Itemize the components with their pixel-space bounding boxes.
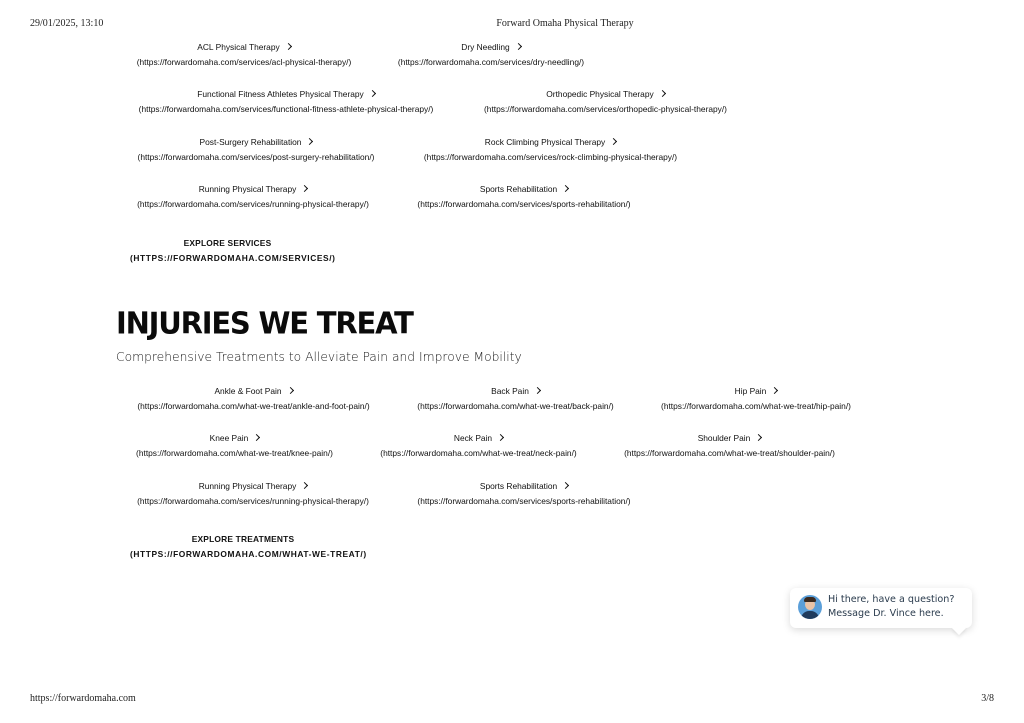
injury-label: Ankle & Foot Pain [214, 386, 282, 396]
injury-url[interactable]: (https://forwardomaha.com/services/sports-rehabilitation/) [417, 496, 631, 506]
service-label: Running Physical Therapy [198, 184, 297, 194]
cta-url[interactable]: (HTTPS://FORWARDOMAHA.COM/SERVICES/) [130, 253, 336, 263]
service-label: Sports Rehabilitation [479, 184, 558, 194]
chevron-right-icon [306, 138, 313, 145]
service-functional-fitness[interactable] [130, 87, 442, 117]
chat-message [828, 593, 954, 621]
injury-url[interactable]: (https://forwardomaha.com/what-we-treat/knee-pain/) [136, 448, 333, 458]
injury-url[interactable]: (https://forwardomaha.com/what-we-treat/neck-pain/) [380, 448, 577, 458]
service-url[interactable]: (https://forwardomaha.com/services/acl-physical-therapy/) [136, 57, 352, 67]
service-label: Orthopedic Physical Therapy [546, 89, 654, 99]
service-url[interactable]: (https://forwardomaha.com/services/post-surgery-rehabilitation/) [137, 152, 375, 162]
chevron-right-icon [253, 434, 260, 441]
service-url[interactable]: (https://forwardomaha.com/services/dry-needling/) [397, 57, 585, 67]
page-number: 3/8 [981, 693, 994, 704]
service-label: ACL Physical Therapy [197, 42, 280, 52]
chevron-right-icon [285, 43, 292, 50]
avatar [798, 595, 822, 619]
service-rock-climbing[interactable] [416, 135, 685, 165]
chat-line-2: Message Dr. Vince here. [828, 608, 944, 619]
print-date: 29/01/2025, 13:10 [30, 18, 104, 29]
injury-label: Sports Rehabilitation [479, 481, 558, 491]
chat-line-1: Hi there, have a question? [828, 594, 955, 605]
injury-url[interactable]: (https://forwardomaha.com/services/running-physical-therapy/) [137, 496, 369, 506]
service-label: Rock Climbing Physical Therapy [484, 137, 606, 147]
chevron-right-icon [610, 138, 617, 145]
chevron-right-icon [562, 482, 569, 489]
injury-label: Running Physical Therapy [198, 481, 297, 491]
chevron-right-icon [369, 90, 376, 97]
injury-label: Shoulder Pain [697, 433, 751, 443]
injury-ankle-foot[interactable] [130, 384, 377, 414]
injury-url[interactable]: (https://forwardomaha.com/what-we-treat/shoulder-pain/) [624, 448, 835, 458]
cta-url[interactable]: (HTTPS://FORWARDOMAHA.COM/WHAT-WE-TREAT/) [130, 549, 367, 559]
injury-sports-rehab[interactable] [410, 479, 638, 509]
chevron-right-icon [755, 434, 762, 441]
chevron-right-icon [515, 43, 522, 50]
service-url[interactable]: (https://forwardomaha.com/services/functional-fitness-athlete-physical-therapy/) [138, 104, 434, 114]
service-running[interactable] [130, 182, 376, 212]
chevron-right-icon [534, 387, 541, 394]
chevron-right-icon [286, 387, 293, 394]
service-label: Dry Needling [461, 42, 510, 52]
service-dry-needling[interactable] [392, 40, 590, 70]
injury-shoulder[interactable] [618, 431, 841, 461]
section-heading: INJURIES WE TREAT [116, 305, 413, 341]
injury-url[interactable]: (https://forwardomaha.com/what-we-treat/back-pain/) [417, 401, 614, 411]
injury-label: Neck Pain [453, 433, 493, 443]
cta-label: EXPLORE SERVICES [183, 238, 272, 248]
service-url[interactable]: (https://forwardomaha.com/services/running-physical-therapy/) [137, 199, 369, 209]
document-title: Forward Omaha Physical Therapy [496, 18, 634, 29]
explore-treatments-link[interactable] [130, 532, 367, 562]
injury-label: Knee Pain [209, 433, 249, 443]
injury-url[interactable]: (https://forwardomaha.com/what-we-treat/hip-pain/) [661, 401, 851, 411]
footer-url: https://forwardomaha.com [30, 693, 136, 704]
cta-label: EXPLORE TREATMENTS [191, 534, 295, 544]
service-post-surgery[interactable] [130, 135, 382, 165]
injury-back[interactable] [411, 384, 620, 414]
service-url[interactable]: (https://forwardomaha.com/services/rock-climbing-physical-therapy/) [423, 152, 678, 162]
chevron-right-icon [497, 434, 504, 441]
section-subheading: Comprehensive Treatments to Alleviate Pain and Improve Mobility [116, 350, 522, 364]
injury-url[interactable]: (https://forwardomaha.com/what-we-treat/ankle-and-foot-pain/) [137, 401, 370, 411]
chat-bubble-tail [952, 621, 966, 635]
service-url[interactable]: (https://forwardomaha.com/services/sports-rehabilitation/) [417, 199, 631, 209]
explore-services-link[interactable] [130, 236, 336, 266]
service-url[interactable]: (https://forwardomaha.com/services/orthopedic-physical-therapy/) [484, 104, 727, 114]
service-acl[interactable] [130, 40, 358, 70]
injury-hip[interactable] [655, 384, 857, 414]
service-label: Functional Fitness Athletes Physical Therapy [197, 89, 364, 99]
chevron-right-icon [771, 387, 778, 394]
injury-neck[interactable] [374, 431, 583, 461]
service-label: Post-Surgery Rehabilitation [199, 137, 302, 147]
chevron-right-icon [301, 185, 308, 192]
chevron-right-icon [301, 482, 308, 489]
chat-widget[interactable] [790, 588, 972, 628]
service-orthopedic[interactable] [477, 87, 734, 117]
chevron-right-icon [562, 185, 569, 192]
injury-label: Hip Pain [734, 386, 767, 396]
injury-label: Back Pain [491, 386, 529, 396]
chevron-right-icon [659, 90, 666, 97]
injury-running[interactable] [130, 479, 376, 509]
injury-knee[interactable] [130, 431, 339, 461]
service-sports-rehab[interactable] [410, 182, 638, 212]
